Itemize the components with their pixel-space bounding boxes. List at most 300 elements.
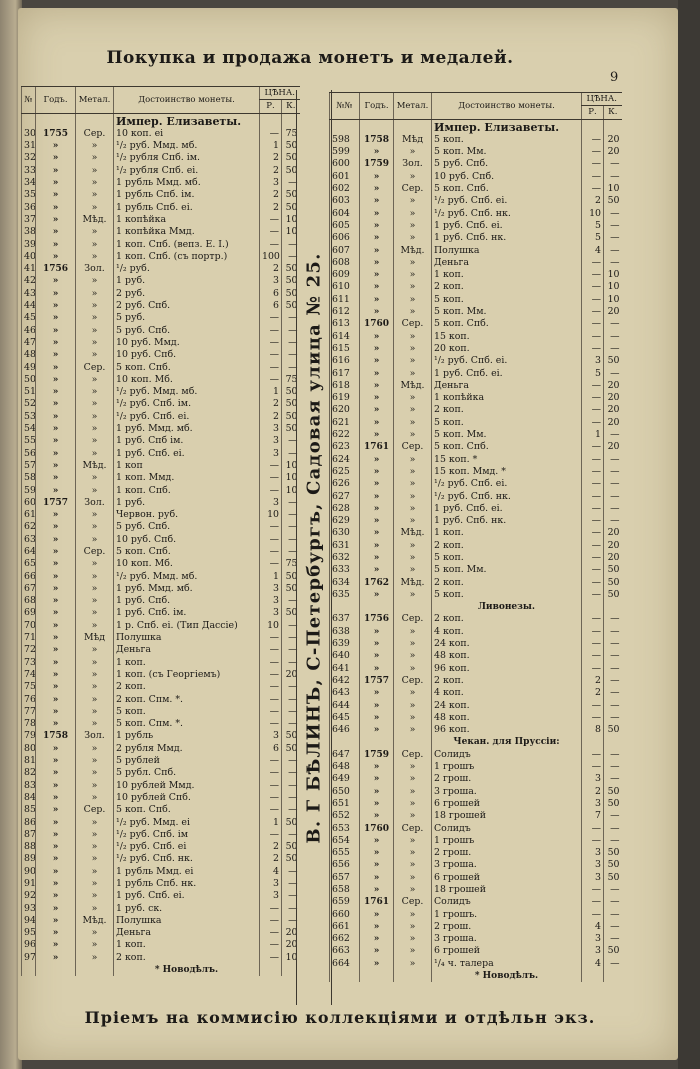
denomination: 5 коп. Мм. [432,564,582,576]
price-kopecks: 50 [282,275,300,287]
year: » [36,681,76,693]
price-kopecks: 50 [604,859,622,871]
coin-table-right [329,92,622,982]
denomination: 1 грошъ [432,835,582,847]
col-header-kopecks: К. [282,100,300,113]
price-rubles: 10 [260,620,282,632]
table-row [330,884,622,896]
item-number: 97 [22,952,36,964]
item-number: 36 [22,202,36,214]
metal: » [76,534,114,546]
denomination: ¹/₂ руб. Спб. ei [114,841,260,853]
price-rubles: — [260,362,282,374]
metal: » [394,663,432,675]
price-kopecks: 50 [282,288,300,300]
table-row [330,564,622,576]
table-row [22,878,300,890]
year: 1756 [360,613,394,625]
year: 1758 [360,134,394,146]
year: » [360,491,394,503]
denomination: 2 коп. [114,952,260,964]
item-number: 66 [22,571,36,583]
year: » [36,817,76,829]
metal: » [76,386,114,398]
denomination: ¹/₂ руб. Спб. ei. [114,411,260,423]
price-rubles: 2 [260,165,282,177]
year: » [360,540,394,552]
year: » [360,429,394,441]
price-rubles: — [260,669,282,681]
price-kopecks: 50 [282,853,300,865]
table-row [22,915,300,927]
item-number: 617 [330,368,360,380]
section-subheading [330,601,622,613]
metal: Мѣд. [394,245,432,257]
price-kopecks: 20 [604,417,622,429]
denomination: ¹/₂ руб. Спб. нк. [114,853,260,865]
denomination: 1 рубль Спб. iм. [114,189,260,201]
table-row [330,823,622,835]
denomination: 1 коп. (съ Георгiемъ) [114,669,260,681]
item-number: 633 [330,564,360,576]
price-rubles: 2 [260,263,282,275]
price-rubles: 2 [260,202,282,214]
price-kopecks: — [282,829,300,841]
metal: » [394,872,432,884]
price-kopecks: 50 [282,398,300,410]
table-row [22,460,300,472]
metal: » [76,288,114,300]
item-number: 71 [22,632,36,644]
price-kopecks: — [604,171,622,183]
denomination: 10 коп. Мб. [114,558,260,570]
metal: » [76,694,114,706]
item-number: 610 [330,281,360,293]
table-row [330,577,622,589]
price-kopecks: 20 [604,392,622,404]
price-rubles: — [582,712,604,724]
metal: » [394,773,432,785]
price-kopecks: — [282,780,300,792]
metal: » [76,509,114,521]
price-rubles: — [260,681,282,693]
item-number: 638 [330,626,360,638]
metal: » [76,607,114,619]
coin-table-left-body [22,113,300,976]
item-number: 32 [22,152,36,164]
metal: » [76,226,114,238]
item-number: 643 [330,687,360,699]
denomination: 3 гроша. [432,786,582,798]
item-number: 62 [22,521,36,533]
price-rubles: — [260,460,282,472]
metal: » [394,392,432,404]
price-rubles: — [260,915,282,927]
metal: » [76,767,114,779]
metal: Мѣд. [76,460,114,472]
price-kopecks: — [604,835,622,847]
metal: Сер. [394,896,432,908]
item-number: 634 [330,577,360,589]
year: » [36,952,76,964]
item-number: 76 [22,694,36,706]
item-number: 656 [330,859,360,871]
price-rubles: 2 [260,841,282,853]
price-kopecks: — [604,626,622,638]
price-kopecks: 50 [604,589,622,601]
metal: » [76,583,114,595]
price-kopecks: — [282,681,300,693]
year: » [36,927,76,939]
price-kopecks: 20 [604,552,622,564]
metal: » [76,398,114,410]
table-row [22,607,300,619]
year: » [360,146,394,158]
denomination: 5 руб. Спб. [432,158,582,170]
price-rubles: 2 [260,411,282,423]
price-rubles: — [582,515,604,527]
year: » [36,546,76,558]
denomination: 2 коп. [432,540,582,552]
table-row [22,509,300,521]
table-row [22,386,300,398]
denomination: 15 коп. Ммд. * [432,466,582,478]
item-number: 68 [22,595,36,607]
year: » [360,810,394,822]
price-rubles: — [582,158,604,170]
denomination: 5 коп. Спм. *. [114,718,260,730]
price-kopecks: 10 [604,294,622,306]
price-rubles: 2 [260,398,282,410]
year: » [36,780,76,792]
table-row [330,712,622,724]
table-row [22,903,300,915]
price-rubles: — [582,281,604,293]
year: » [36,226,76,238]
year: » [360,909,394,921]
year: » [36,903,76,915]
price-rubles: — [260,952,282,964]
denomination: Чекан. для Пруссiи: [432,736,582,748]
item-number: 647 [330,749,360,761]
denomination: 6 грошей [432,945,582,957]
table-row [22,939,300,951]
year: » [36,571,76,583]
item-number: 663 [330,945,360,957]
item-number: 64 [22,546,36,558]
price-rubles: — [260,349,282,361]
price-rubles: — [260,485,282,497]
item-number: 73 [22,657,36,669]
denomination: 2 руб. Спб. [114,300,260,312]
item-number: 611 [330,294,360,306]
metal: Сер. [394,749,432,761]
item-number: 55 [22,435,36,447]
table-row [22,927,300,939]
year: » [360,220,394,232]
section-heading [22,113,300,128]
metal: » [394,417,432,429]
price-rubles: — [260,521,282,533]
price-rubles: — [582,835,604,847]
price-rubles: — [582,589,604,601]
denomination: 5 коп. Мм. [432,146,582,158]
table-row [22,337,300,349]
price-kopecks: — [282,362,300,374]
metal: » [394,798,432,810]
metal: » [394,220,432,232]
denomination: 3 гроша. [432,933,582,945]
price-kopecks: 50 [604,945,622,957]
table-row [330,773,622,785]
price-rubles: — [260,325,282,337]
price-kopecks: — [604,761,622,773]
section-subheading [22,964,300,976]
price-kopecks: — [604,749,622,761]
price-kopecks: 50 [282,263,300,275]
price-kopecks: — [282,349,300,361]
metal: Мѣд [394,134,432,146]
price-rubles: — [582,564,604,576]
table-row [330,650,622,662]
metal: » [76,411,114,423]
item-number: 641 [330,663,360,675]
table-row [330,552,622,564]
year: » [36,349,76,361]
item-number: 608 [330,257,360,269]
year: » [360,281,394,293]
metal: » [76,706,114,718]
metal: Мѣд. [76,915,114,927]
year: » [36,595,76,607]
table-row [330,515,622,527]
price-kopecks: — [282,755,300,767]
year: » [36,472,76,484]
price-rubles: 100 [260,251,282,263]
item-number: 40 [22,251,36,263]
item-number: 46 [22,325,36,337]
year: » [360,171,394,183]
item-number [330,601,360,613]
table-row [22,669,300,681]
metal: » [76,829,114,841]
metal: » [76,521,114,533]
denomination: 1 рубль Спб. нк. [114,878,260,890]
metal: » [76,644,114,656]
year: » [360,933,394,945]
year: » [36,878,76,890]
table-row [330,921,622,933]
price-rubles: — [582,823,604,835]
denomination: 20 коп. [432,343,582,355]
item-number: 659 [330,896,360,908]
table-row [330,503,622,515]
year: » [36,509,76,521]
table-row [22,189,300,201]
price-kopecks: 50 [282,583,300,595]
metal: » [394,626,432,638]
item-number: 60 [22,497,36,509]
col-header-rubles: Р. [582,106,604,119]
denomination: 5 коп. [432,552,582,564]
denomination: 1 руб. Спб. ei. [114,448,260,460]
price-rubles: 1 [260,817,282,829]
year: » [360,761,394,773]
metal: » [394,589,432,601]
price-rubles [260,113,282,128]
year: » [36,398,76,410]
table-row [22,435,300,447]
price-rubles: — [260,239,282,251]
metal [394,970,432,982]
year: » [36,583,76,595]
year: » [36,152,76,164]
year: » [36,657,76,669]
metal: » [76,903,114,915]
item-number: 74 [22,669,36,681]
price-rubles: 3 [582,872,604,884]
item-number: 662 [330,933,360,945]
price-rubles [582,736,604,748]
col-header-rubles: Р. [260,100,282,113]
price-kopecks: — [604,933,622,945]
price-rubles: — [582,343,604,355]
year: » [360,945,394,957]
year: » [36,202,76,214]
table-row [22,595,300,607]
denomination: 10 руб. Ммд. [114,337,260,349]
denomination: 1 руб. ск. [114,903,260,915]
table-row [330,958,622,970]
year: » [36,448,76,460]
denomination: 5 коп. [432,589,582,601]
price-kopecks: 50 [282,841,300,853]
item-number [22,113,36,128]
metal: » [394,638,432,650]
table-row [330,232,622,244]
metal: » [394,257,432,269]
item-number: 603 [330,195,360,207]
price-kopecks: 20 [604,441,622,453]
price-rubles: — [260,804,282,816]
price-rubles: 10 [260,509,282,521]
price-kopecks: — [604,638,622,650]
table-row [22,730,300,742]
denomination: 5 коп. Спб. [114,804,260,816]
metal: » [394,540,432,552]
metal: » [76,239,114,251]
metal: Сер. [394,318,432,330]
year: » [360,552,394,564]
table-row [330,527,622,539]
item-number: 627 [330,491,360,503]
price-rubles: 1 [260,571,282,583]
year: » [360,626,394,638]
price-rubles: 3 [260,423,282,435]
year: » [36,767,76,779]
price-kopecks: — [604,884,622,896]
denomination: 5 руб. [114,312,260,324]
denomination: ¹/₄ ч. талера [432,958,582,970]
year: » [36,325,76,337]
denomination: * Новодѣлъ. [114,964,260,976]
price-rubles: — [582,552,604,564]
price-kopecks: 50 [282,817,300,829]
publisher-banner [296,90,332,1005]
denomination: 5 коп. Спб. [114,546,260,558]
item-number: 88 [22,841,36,853]
table-row [330,798,622,810]
price-kopecks: — [282,509,300,521]
denomination: Солидъ [432,896,582,908]
table-row [22,411,300,423]
denomination: 5 коп. Мм. [432,306,582,318]
metal: » [76,595,114,607]
metal: Зол. [76,497,114,509]
price-rubles: 5 [582,220,604,232]
price-kopecks: — [604,810,622,822]
price-rubles: — [582,269,604,281]
metal: » [76,189,114,201]
price-rubles: — [582,404,604,416]
metal: » [394,195,432,207]
table-row [330,933,622,945]
metal: » [394,146,432,158]
table-row [330,675,622,687]
col-header-number: №№ [330,93,360,120]
denomination: ¹/₂ руб. Спб. ei. [432,355,582,367]
denomination: 5 руб. Спб. [114,521,260,533]
table-row [330,687,622,699]
item-number: 635 [330,589,360,601]
col-header-price: ЦѢНА. [260,87,300,100]
price-rubles: — [582,884,604,896]
denomination: Импер. Елизаветы. [114,113,260,128]
denomination: 1 руб. Спб. ei. [432,220,582,232]
table-row [330,392,622,404]
table-row [22,804,300,816]
item-number: 623 [330,441,360,453]
price-kopecks: — [604,466,622,478]
denomination: Червон. руб. [114,509,260,521]
metal: » [76,792,114,804]
price-kopecks: 20 [282,669,300,681]
price-rubles [582,601,604,613]
table-row [330,134,622,146]
price-rubles: — [582,183,604,195]
year: » [360,638,394,650]
metal: » [394,884,432,896]
price-kopecks: — [282,312,300,324]
item-number: 67 [22,583,36,595]
price-kopecks: 10 [604,183,622,195]
year: » [36,829,76,841]
year: » [360,700,394,712]
price-kopecks: — [604,700,622,712]
denomination: ¹/₂ рубля Спб. iм. [114,152,260,164]
price-kopecks: — [282,521,300,533]
table-row [22,497,300,509]
price-rubles: 2 [582,786,604,798]
table-row [22,251,300,263]
metal: » [76,152,114,164]
price-rubles: 3 [582,847,604,859]
denomination: 10 рублей Ммд. [114,780,260,792]
year: » [36,694,76,706]
year: » [36,853,76,865]
table-row [330,626,622,638]
metal: » [76,165,114,177]
